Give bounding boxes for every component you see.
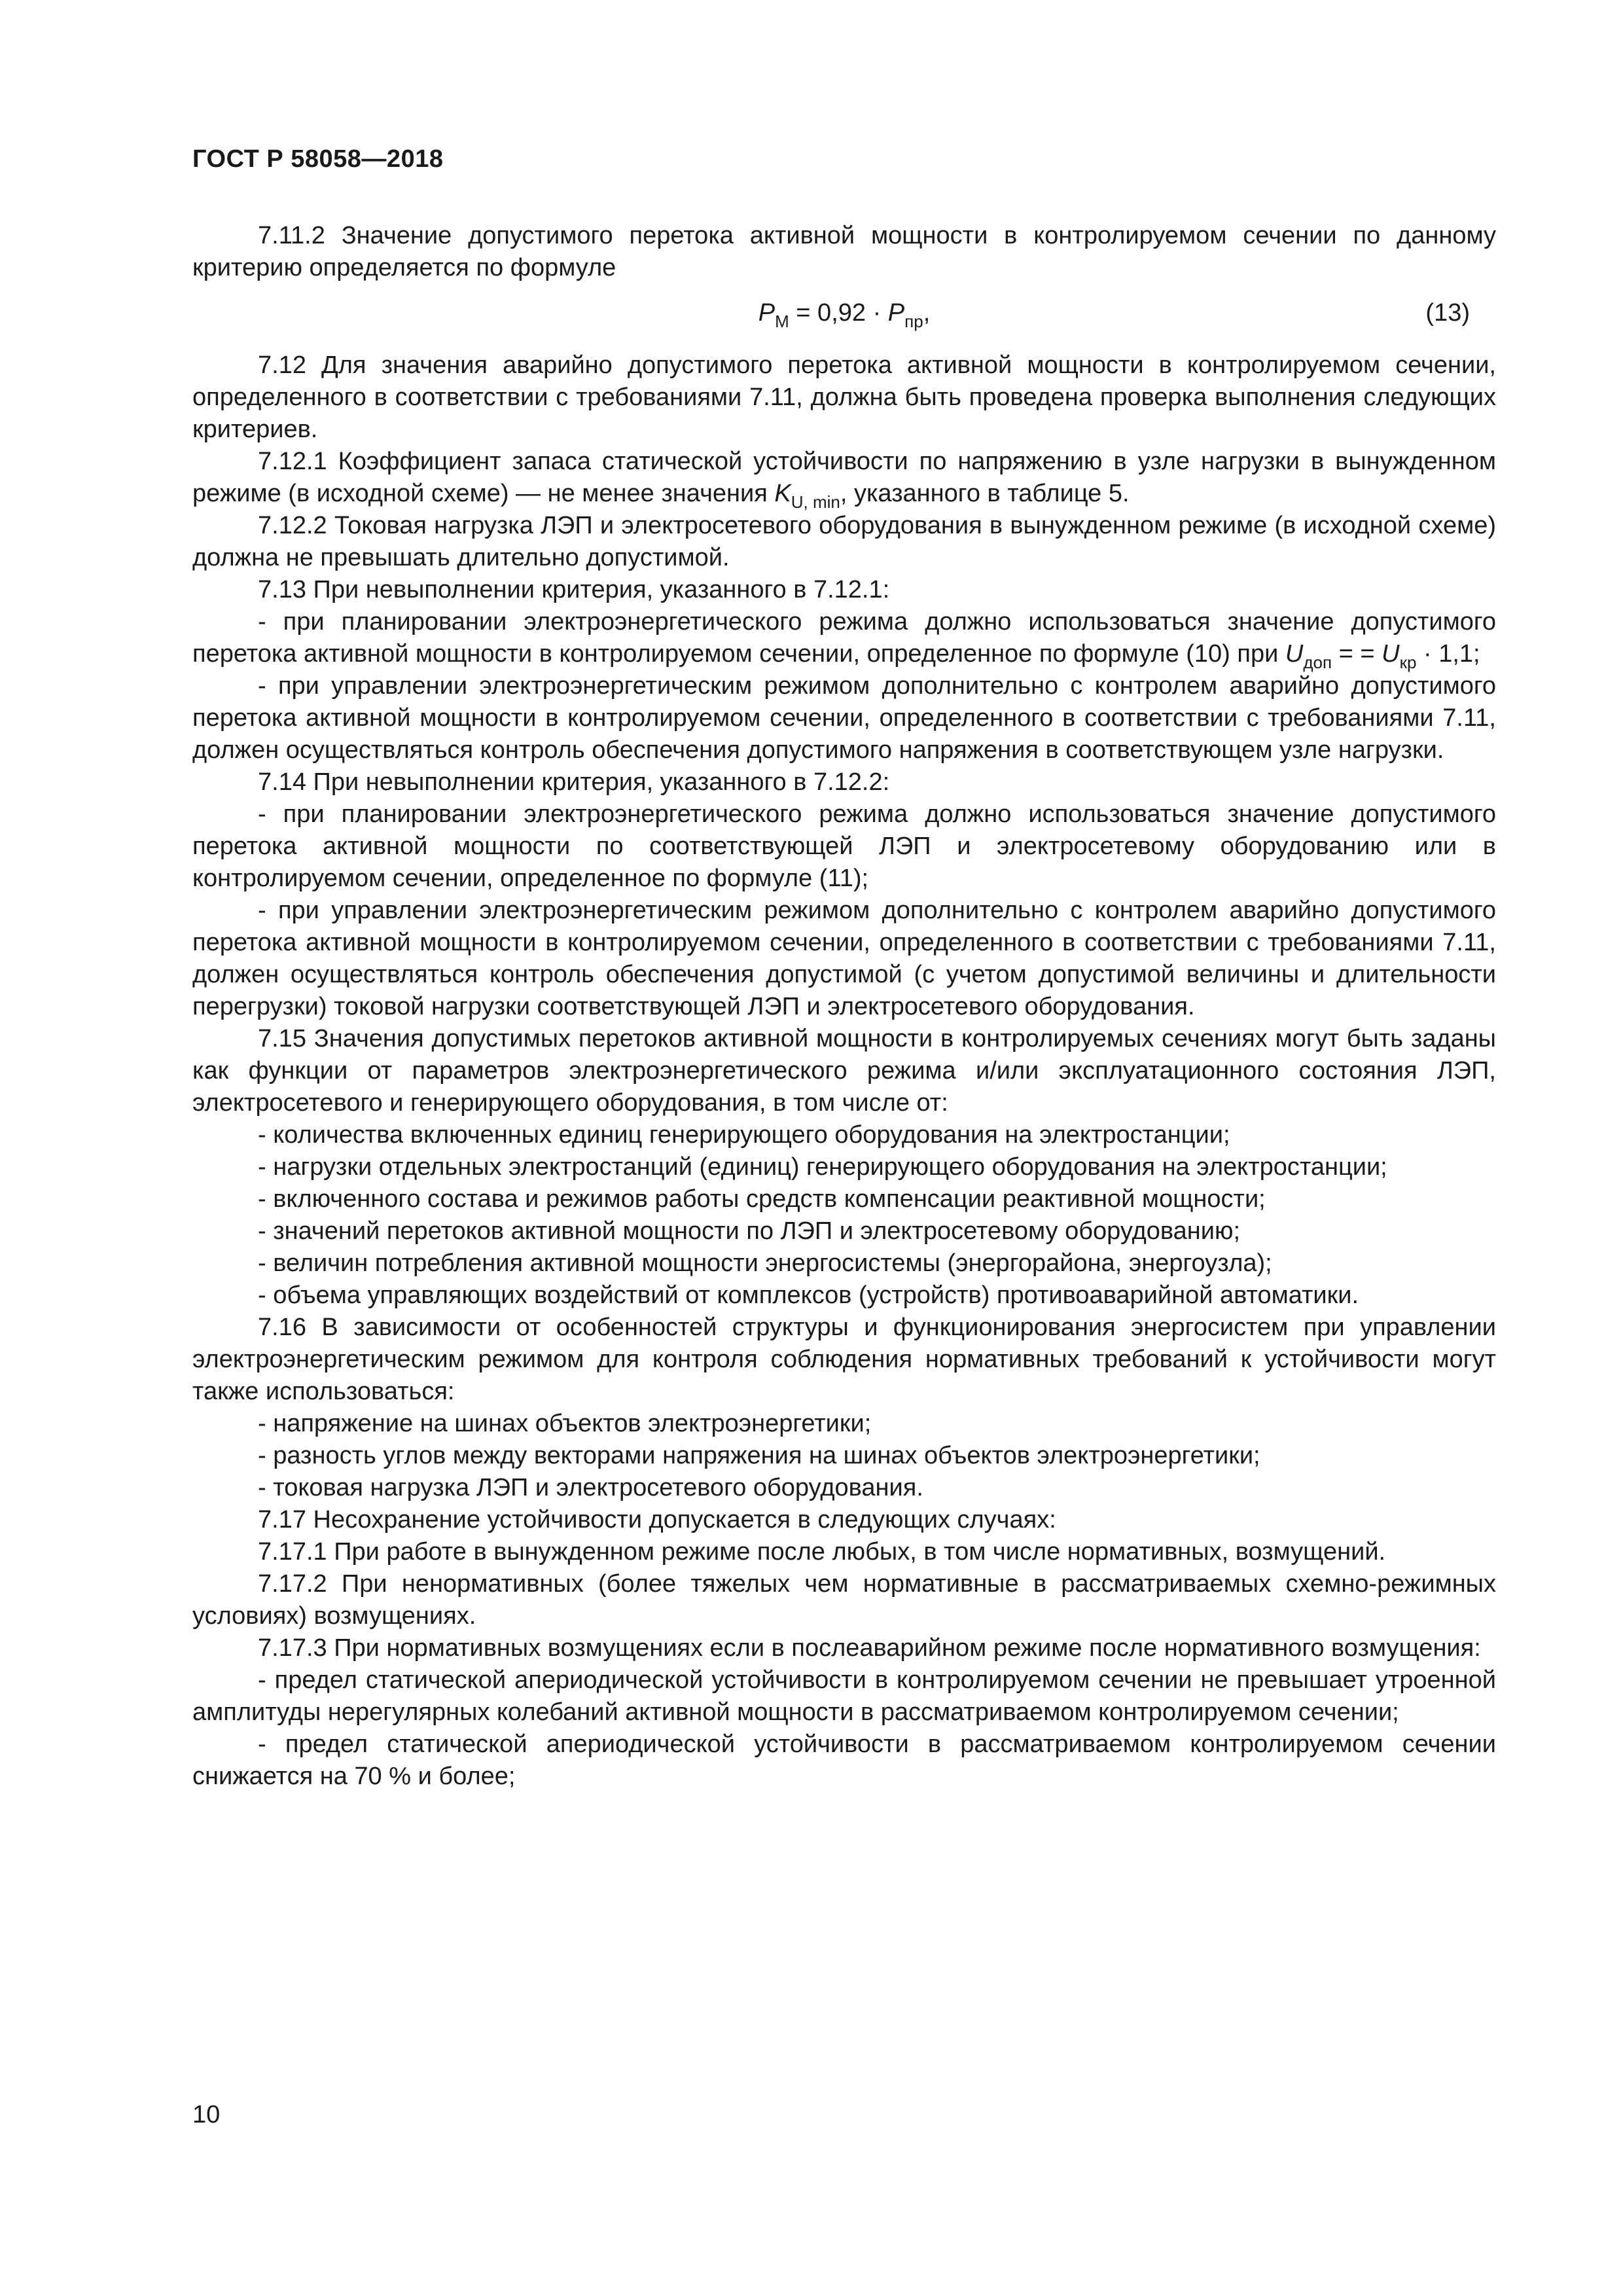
paragraph-7-12: 7.12 Для значения аварийно допустимого перетока активной мощности в контролируемом сечении, определенного в соответствии с требованиями 7.11, должна быть проведена проверка выполнения следующих критериев. (192, 351, 1496, 443)
paragraph-7-17-3: 7.17.3 При нормативных возмущениях если в послеаварийном режиме после нормативного возмущения: (258, 1634, 1481, 1662)
list-item-7-15-2: - нагрузки отдельных электростанций (единиц) генерирующего оборудования на электростанции; (258, 1153, 1387, 1181)
paragraph-7-12-1: 7.12.1 Коэффициент запаса статической устойчивости по напряжению в узле нагрузки в вынужденном режиме (в исходной схеме) — не менее значения $K_{U, min}$, указанного в таблице 5. (192, 448, 1496, 512)
list-item-7-15-1: - количества включенных единиц генерирующего оборудования на электростанции; (258, 1121, 1230, 1149)
formula-13 (192, 293, 1496, 346)
paragraph-7-13: 7.13 При невыполнении критерия, указанного в 7.12.1: (258, 576, 890, 603)
paragraph-7-16: 7.16 В зависимости от особенностей структуры и функционирования энергосистем при управлении электроэнергетическим режимом для контроля соблюдения нормативных требований к устойчивости могут также использоваться: (192, 1314, 1496, 1405)
list-item-7-16-2: - разность углов между векторами напряжения на шинах объектов электроэнергетики; (258, 1442, 1260, 1469)
document-body (192, 220, 1496, 1793)
paragraph-7-17-2: 7.17.2 При ненормативных (более тяжелых чем нормативные в рассматриваемых схемно-режимных условиях) возмущениях. (192, 1570, 1496, 1630)
paragraph-7-17-3-item-a: - предел статической апериодической устойчивости в контролируемом сечении не превышает утроенной амплитуды нерегулярных колебаний активной мощности в рассматриваемом контролируемом сечении; (192, 1666, 1496, 1726)
paragraph-7-14: 7.14 При невыполнении критерия, указанного в 7.12.2: (258, 768, 890, 796)
paragraph-7-13-item-a: - при планировании электроэнергетического режима должно использоваться значение допустимого перетока активной мощности в контролируемом сечении, определенное по формуле (10) при $U_{доп}$ = = $U_{кр} \cdot 1,1$; (192, 608, 1496, 672)
paragraph-7-15: 7.15 Значения допустимых перетоков активной мощности в контролируемых сечениях могут быть заданы как функции от параметров электроэнергетического режима и/или эксплуатационного состояния ЛЭП, электросетевого и генерирующего оборудования, в том числе от: (192, 1025, 1496, 1117)
paragraph-7-17-3-item-b: - предел статической апериодической устойчивости в рассматриваемом контролируемом сечении снижается на 70 % и более; (192, 1731, 1496, 1790)
formula-number: (13) (1425, 299, 1470, 327)
paragraph-7-17: 7.17 Несохранение устойчивости допускается в следующих случаях: (258, 1506, 1056, 1534)
document-header: ГОСТ Р 58058—2018 (192, 145, 444, 173)
list-item-7-15-3: - включенного состава и режимов работы средств компенсации реактивной мощности; (258, 1185, 1266, 1213)
list-item-7-15-5: - величин потребления активной мощности энергосистемы (энергорайона, энергоузла); (258, 1249, 1272, 1277)
list-item-7-15-6: - объема управляющих воздействий от комплексов (устройств) противоаварийной автоматики. (258, 1282, 1359, 1309)
paragraph-7-14-item-b: - при управлении электроэнергетическим режимом дополнительно с контролем аварийно допустимого перетока активной мощности в контролируемом сечении, определенного в соответствии с требованиями 7.11, должен осуществляться контроль обеспечения допустимой (с учетом допустимой величины и длительности перегрузки) токовой нагрузки соответствующей ЛЭП и электросетевого оборудования. (192, 897, 1496, 1020)
paragraph-7-14-item-a: - при планировании электроэнергетического режима должно использоваться значение допустимого перетока активной мощности по соответствующей ЛЭП и электросетевому оборудованию или в контролируемом сечении, определенное по формуле (11); (192, 800, 1496, 892)
paragraph-7-17-1: 7.17.1 При работе в вынужденном режиме после любых, в том числе нормативных, возмущений. (258, 1538, 1386, 1566)
list-item-7-16-3: - токовая нагрузка ЛЭП и электросетевого оборудования. (258, 1474, 923, 1501)
paragraph-7-13-item-b: - при управлении электроэнергетическим режимом дополнительно с контролем аварийно допустимого перетока активной мощности в контролируемом сечении, определенного в соответствии с требованиями 7.11, должен осуществляться контроль обеспечения допустимого напряжения в соответствующем узле нагрузки. (192, 672, 1496, 764)
paragraph-7-12-2: 7.12.2 Токовая нагрузка ЛЭП и электросетевого оборудования в вынужденном режиме (в исходной схеме) должна не превышать длительно допустимой. (192, 512, 1496, 571)
formula-expression: $P_M = 0,92 \cdot P_{пр}$, (758, 299, 931, 331)
list-item-7-16-1: - напряжение на шинах объектов электроэнергетики; (258, 1410, 872, 1437)
list-item-7-15-4: - значений перетоков активной мощности по ЛЭП и электросетевому оборудованию; (258, 1217, 1241, 1245)
paragraph-7-11-2: 7.11.2 Значение допустимого перетока активной мощности в контролируемом сечении по данному критерию определяется по формуле (192, 222, 1496, 281)
page-number: 10 (192, 2101, 221, 2128)
